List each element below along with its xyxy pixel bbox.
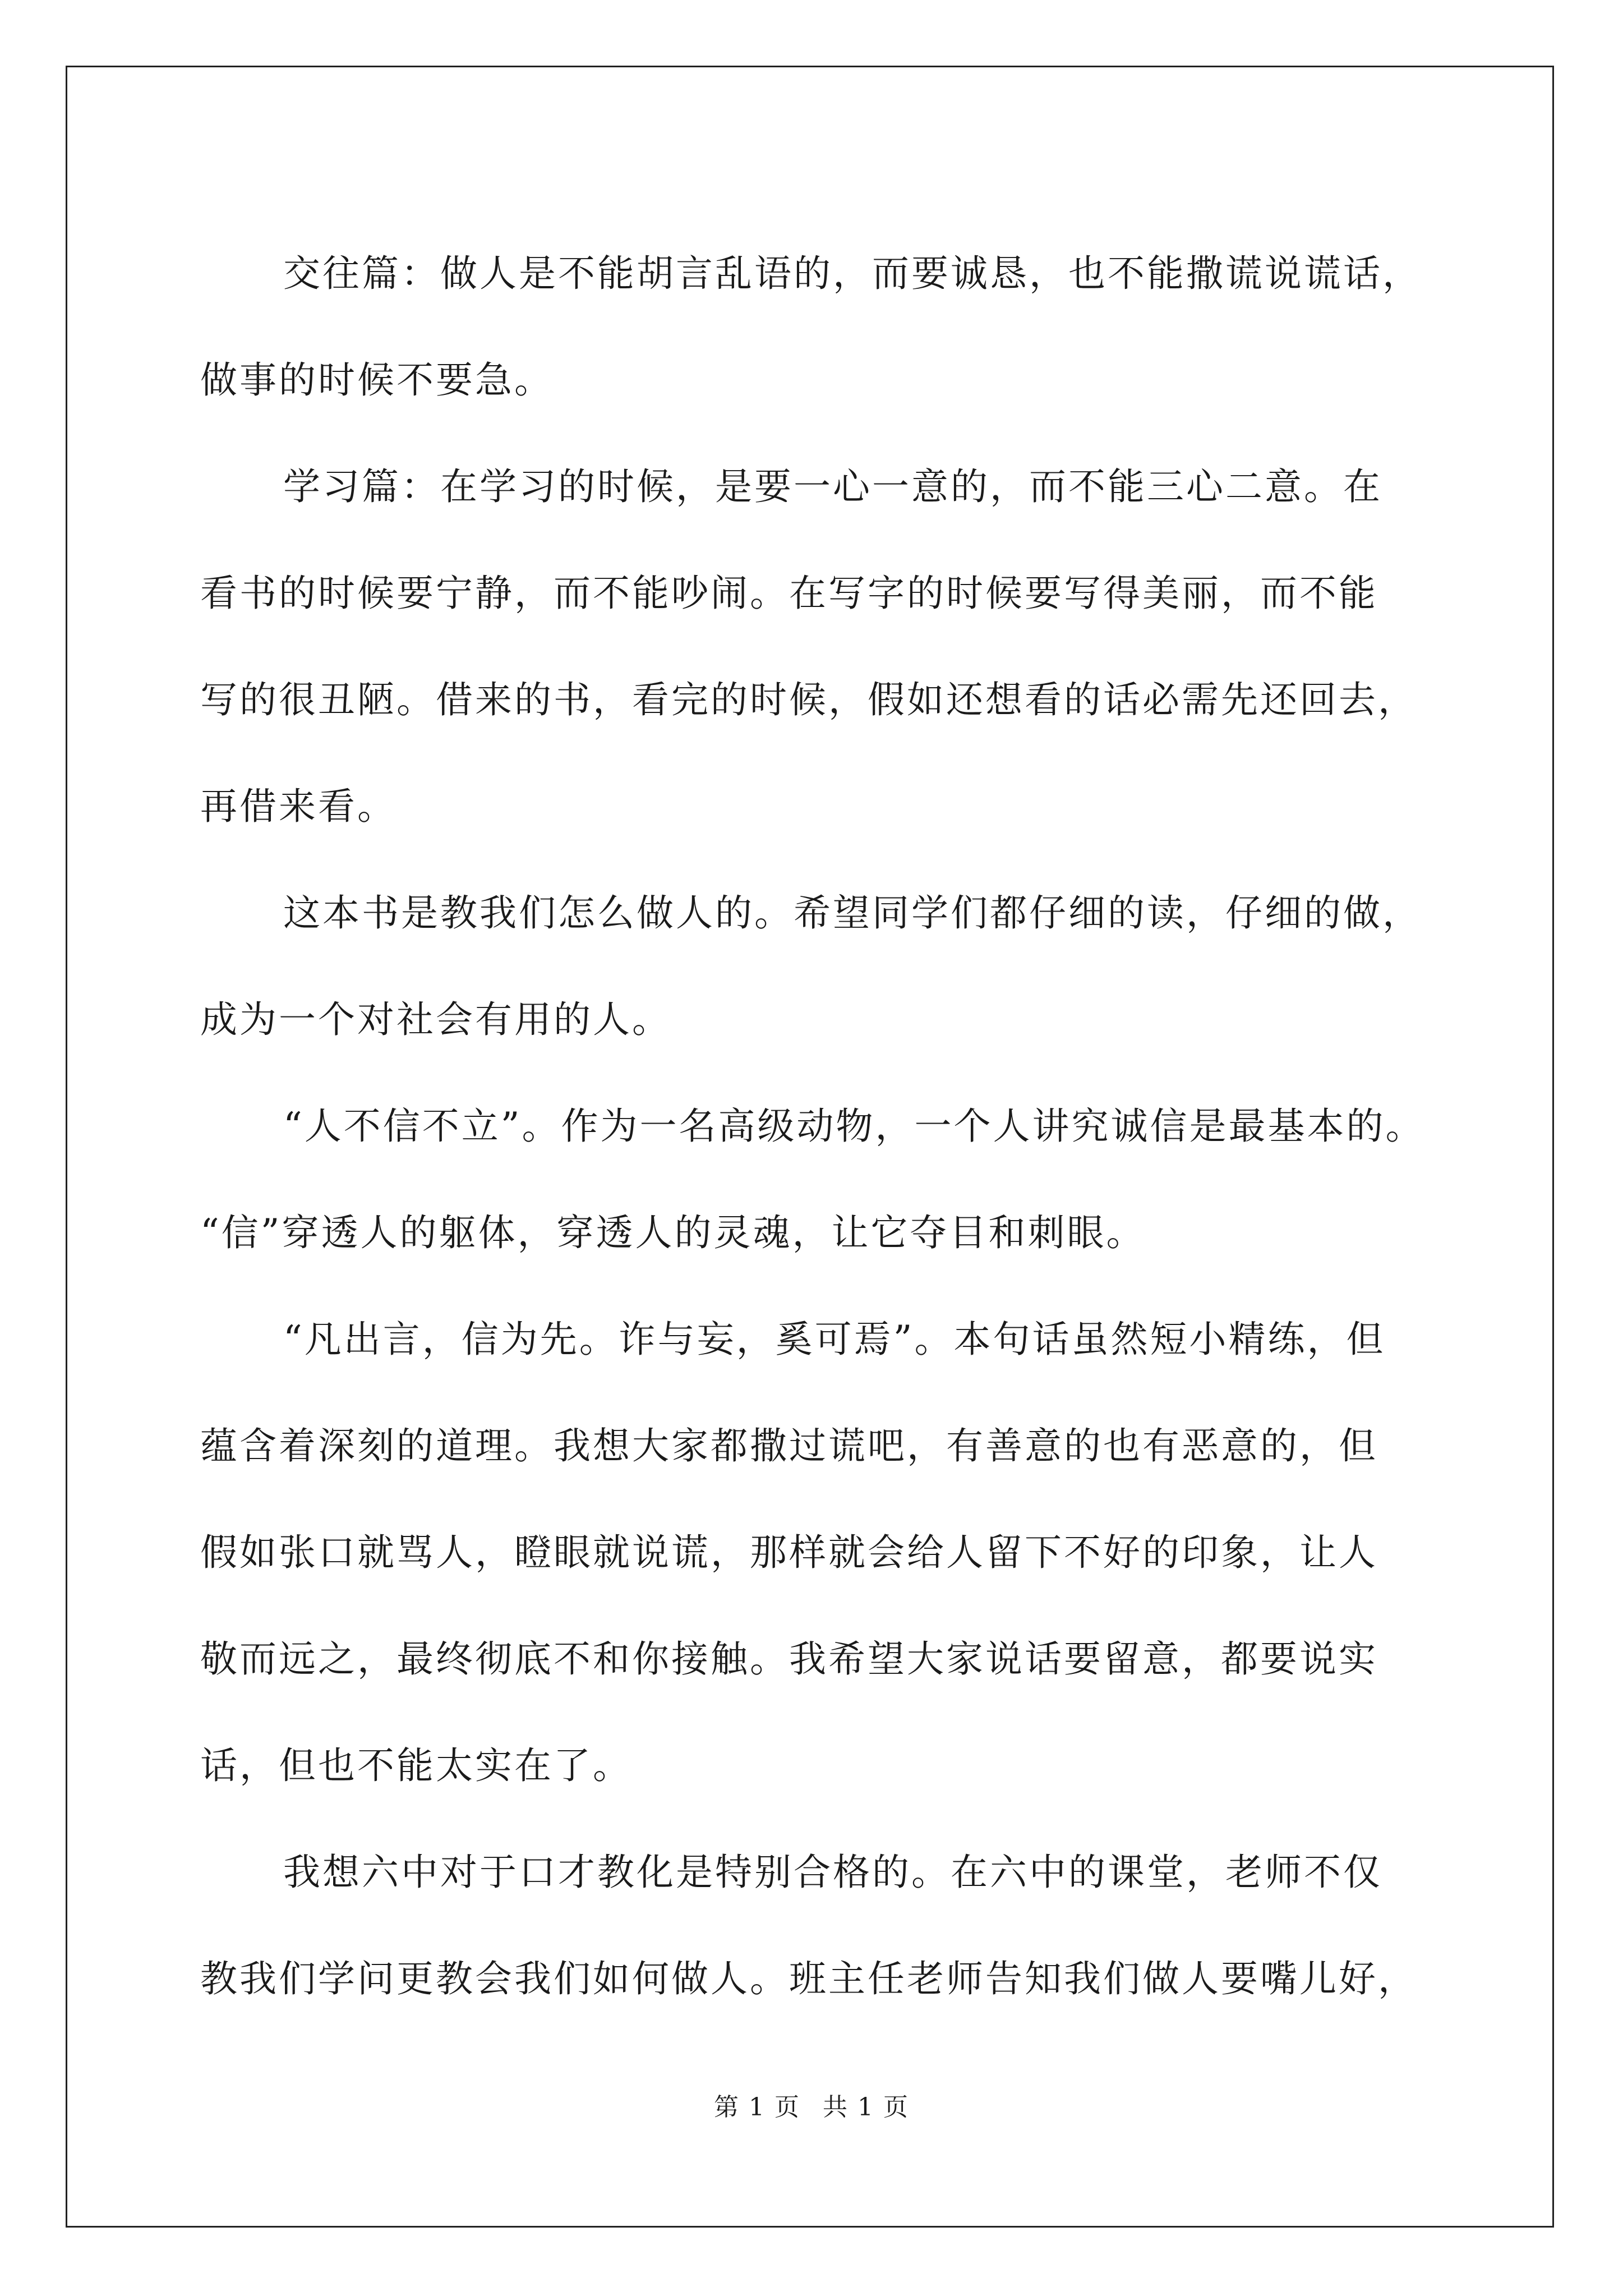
paragraph-4 — [200, 1073, 1425, 1286]
text-line: “信”穿透人的躯体，穿透人的灵魂，让它夺目和刺眼。 — [200, 1211, 1146, 1254]
text-line: 做事的时候不要急。 — [200, 358, 554, 402]
text-line: “人不信不立”。作为一名高级动物，一个人讲究诚信是最基本的。 — [283, 1105, 1425, 1148]
text-line: 敬而远之，最终彻底不和你接触。我希望大家说话要留意，都要说实 — [200, 1637, 1378, 1681]
text-line: 写的很丑陋。借来的书，看完的时候，假如还想看的话必需先还回去， — [200, 678, 1417, 721]
text-line: 我想六中对于口才教化是特别合格的。在六中的课堂，老师不仅 — [283, 1851, 1382, 1894]
text-line: 成为一个对社会有用的人。 — [200, 998, 671, 1041]
text-line: 学习篇：在学习的时候，是要一心一意的，而不能三心二意。在 — [283, 465, 1382, 508]
text-line: 教我们学问更教会我们如何做人。班主任老师告知我们做人要嘴儿好， — [200, 1957, 1417, 2000]
page-total: 共 1 页 — [823, 2093, 909, 2122]
paragraph-1 — [200, 220, 1425, 434]
text-line: 这本书是教我们怎么做人的。希望同学们都仔细的读，仔细的做， — [283, 891, 1422, 935]
text-line: 再借来看。 — [200, 785, 396, 828]
text-line: 话，但也不能太实在了。 — [200, 1744, 632, 1787]
text-line: 蕴含着深刻的道理。我想大家都撒过谎吧，有善意的也有恶意的，但 — [200, 1424, 1378, 1467]
text-line: “凡出言，信为先。诈与妄，奚可焉”。本句话虽然短小精练，但 — [283, 1318, 1386, 1361]
page-number: 第 1 页 — [714, 2093, 800, 2122]
text-line: 交往篇：做人是不能胡言乱语的，而要诚恳，也不能撒谎说谎话， — [283, 252, 1422, 295]
paragraph-3 — [200, 860, 1425, 1073]
paragraph-2 — [200, 434, 1425, 860]
text-line: 看书的时候要宁静，而不能吵闹。在写字的时候要写得美丽，而不能 — [200, 572, 1378, 615]
document-body — [200, 220, 1425, 2032]
paragraph-5 — [200, 1286, 1425, 1819]
page-footer — [0, 2087, 1623, 2123]
text-line: 假如张口就骂人，瞪眼就说谎，那样就会给人留下不好的印象，让人 — [200, 1531, 1378, 1574]
paragraph-6 — [200, 1819, 1425, 2032]
